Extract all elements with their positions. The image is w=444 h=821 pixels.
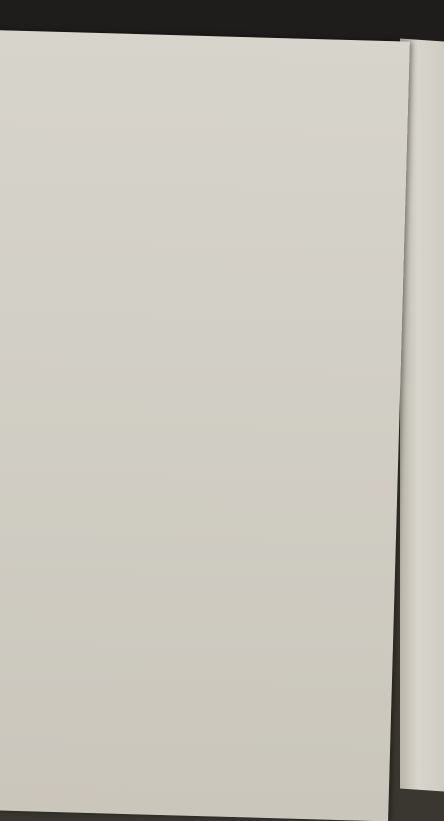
page-header (51, 72, 371, 81)
book-page (0, 30, 410, 821)
section-title-geometrie (29, 147, 369, 156)
section-title-considerees (0, 600, 356, 610)
section-subtitle-etoiles (28, 181, 368, 190)
